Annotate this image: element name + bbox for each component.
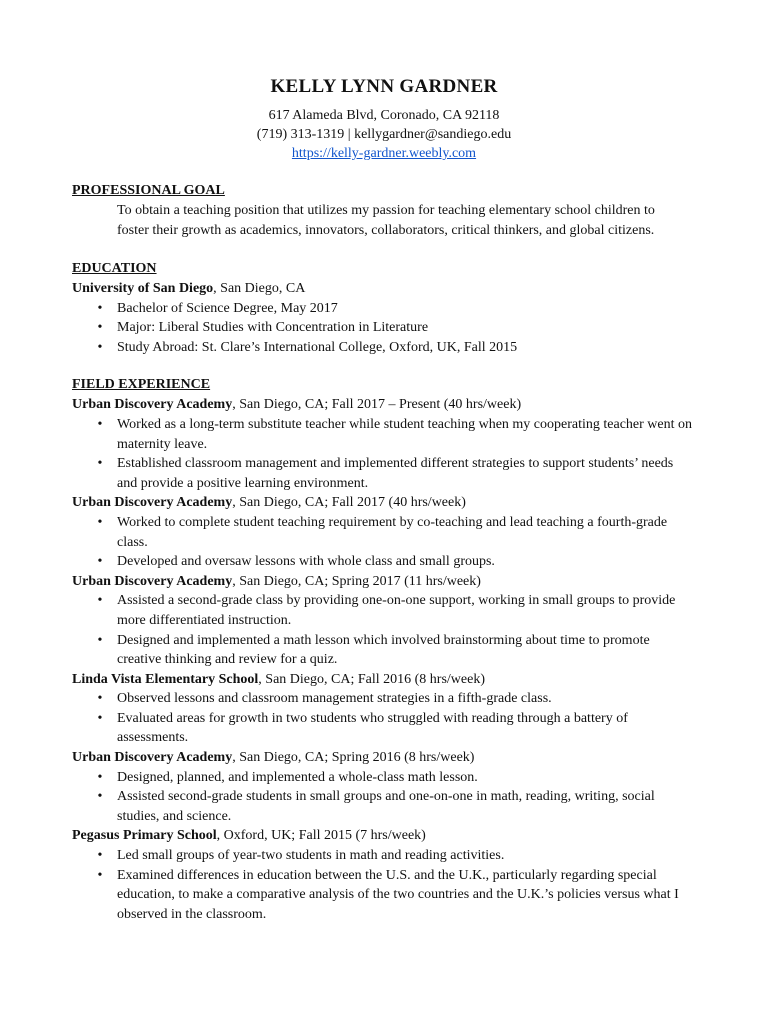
list-item: • Designed, planned, and implemented a whole-class math lesson. bbox=[72, 768, 696, 788]
bullet-icon: • bbox=[97, 769, 103, 785]
bullet-icon: • bbox=[97, 710, 103, 726]
education-bullets bbox=[72, 299, 696, 358]
org-name: Pegasus Primary School bbox=[72, 828, 217, 844]
list-item: • Study Abroad: St. Clare’s International College, Oxford, UK, Fall 2015 bbox=[72, 338, 696, 358]
experience-entry bbox=[72, 395, 696, 493]
candidate-name: KELLY LYNN GARDNER bbox=[270, 76, 498, 97]
org-detail: , San Diego, CA; Fall 2017 – Present (40 hrs/week) bbox=[232, 397, 522, 413]
bullet-icon: • bbox=[97, 867, 103, 883]
website-link[interactable]: https://kelly-gardner.weebly.com bbox=[291, 146, 477, 161]
bullet-icon: • bbox=[97, 848, 103, 864]
org-name: Urban Discovery Academy bbox=[72, 495, 233, 511]
org-detail: , San Diego, CA; Fall 2017 (40 hrs/week) bbox=[232, 495, 466, 511]
list-item: • Designed and implemented a math lesson which involved brainstorming about time to promote creative thinking and review for a quiz. bbox=[72, 631, 696, 670]
list-item: • Bachelor of Science Degree, May 2017 bbox=[72, 299, 696, 319]
section-title-education: EDUCATION bbox=[72, 261, 157, 276]
section-title-field: FIELD EXPERIENCE bbox=[72, 377, 211, 393]
bullet-icon: • bbox=[97, 593, 103, 609]
list-item: • Worked as a long-term substitute teacher while student teaching when my cooperating teacher went on maternity leave. bbox=[72, 415, 696, 454]
resume-header bbox=[72, 76, 696, 163]
list-item: • Led small groups of year-two students in math and reading activities. bbox=[72, 846, 696, 866]
entry-heading bbox=[72, 395, 696, 415]
list-item: • Developed and oversaw lessons with whole class and small groups. bbox=[72, 552, 696, 572]
list-item: • Evaluated areas for growth in two students who struggled with reading through a battery of assessments. bbox=[72, 709, 696, 748]
entry-heading bbox=[72, 670, 696, 690]
bullet-icon: • bbox=[97, 514, 103, 530]
list-item: • Assisted second-grade students in small groups and one-on-one in math, reading, writing, social studies, and science. bbox=[72, 787, 696, 826]
experience-entry bbox=[72, 493, 696, 571]
bullet-icon: • bbox=[97, 416, 103, 432]
entry-heading bbox=[72, 493, 696, 513]
experience-entry bbox=[72, 670, 696, 748]
bullet-icon: • bbox=[97, 320, 103, 336]
list-item: • Examined differences in education between the U.S. and the U.K., particularly regarding special education, to make a comparative analysis of the two countries and the U.K.’s policies versus what I observed in the classroom. bbox=[72, 866, 696, 925]
entry-heading bbox=[72, 572, 696, 592]
goal-line-2: foster their growth as academics, innovators, collaborators, critical thinkers, and global citizens. bbox=[117, 223, 655, 238]
list-item: • Worked to complete student teaching requirement by co-teaching and lead teaching a fourth-grade class. bbox=[72, 513, 696, 552]
bullet-icon: • bbox=[97, 691, 103, 707]
entry-heading bbox=[72, 826, 696, 846]
school-name: University of San Diego bbox=[72, 281, 214, 296]
bullet-icon: • bbox=[97, 632, 103, 648]
list-item: • Major: Liberal Studies with Concentration in Literature bbox=[72, 318, 696, 338]
school-location: , San Diego, CA bbox=[213, 281, 306, 296]
org-name: Urban Discovery Academy bbox=[72, 397, 233, 413]
bullet-icon: • bbox=[97, 339, 103, 355]
education-school bbox=[72, 279, 696, 299]
experience-entry bbox=[72, 748, 696, 826]
bullet-icon: • bbox=[97, 554, 103, 570]
list-item: • Assisted a second-grade class by providing one-on-one support, working in small groups to provide more differentiated instruction. bbox=[72, 591, 696, 630]
phone-email: (719) 313-1319 | kellygardner@sandiego.edu bbox=[256, 127, 512, 142]
field-experience-section bbox=[72, 375, 696, 924]
org-detail: , Oxford, UK; Fall 2015 (7 hrs/week) bbox=[216, 828, 426, 844]
bullet-icon: • bbox=[97, 789, 103, 805]
experience-entry bbox=[72, 572, 696, 670]
entry-heading bbox=[72, 748, 696, 768]
goal-line-1: To obtain a teaching position that utilizes my passion for teaching elementary school children to bbox=[117, 203, 655, 218]
list-item: • Observed lessons and classroom management strategies in a fifth-grade class. bbox=[72, 689, 696, 709]
org-detail: , San Diego, CA; Spring 2017 (11 hrs/week) bbox=[232, 573, 481, 589]
bullet-icon: • bbox=[97, 300, 103, 316]
professional-goal-section bbox=[72, 181, 696, 241]
section-title-goal: PROFESSIONAL GOAL bbox=[72, 183, 225, 198]
address: 617 Alameda Blvd, Coronado, CA 92118 bbox=[268, 108, 500, 123]
org-name: Linda Vista Elementary School bbox=[72, 671, 259, 687]
experience-entry bbox=[72, 826, 696, 924]
org-detail: , San Diego, CA; Fall 2016 (8 hrs/week) bbox=[258, 671, 485, 687]
org-detail: , San Diego, CA; Spring 2016 (8 hrs/week) bbox=[232, 750, 475, 766]
bullet-icon: • bbox=[97, 456, 103, 472]
org-name: Urban Discovery Academy bbox=[72, 573, 233, 589]
org-name: Urban Discovery Academy bbox=[72, 750, 233, 766]
list-item: • Established classroom management and implemented different strategies to support students’ needs and provide a positive learning environment. bbox=[72, 454, 696, 493]
education-section bbox=[72, 259, 696, 357]
